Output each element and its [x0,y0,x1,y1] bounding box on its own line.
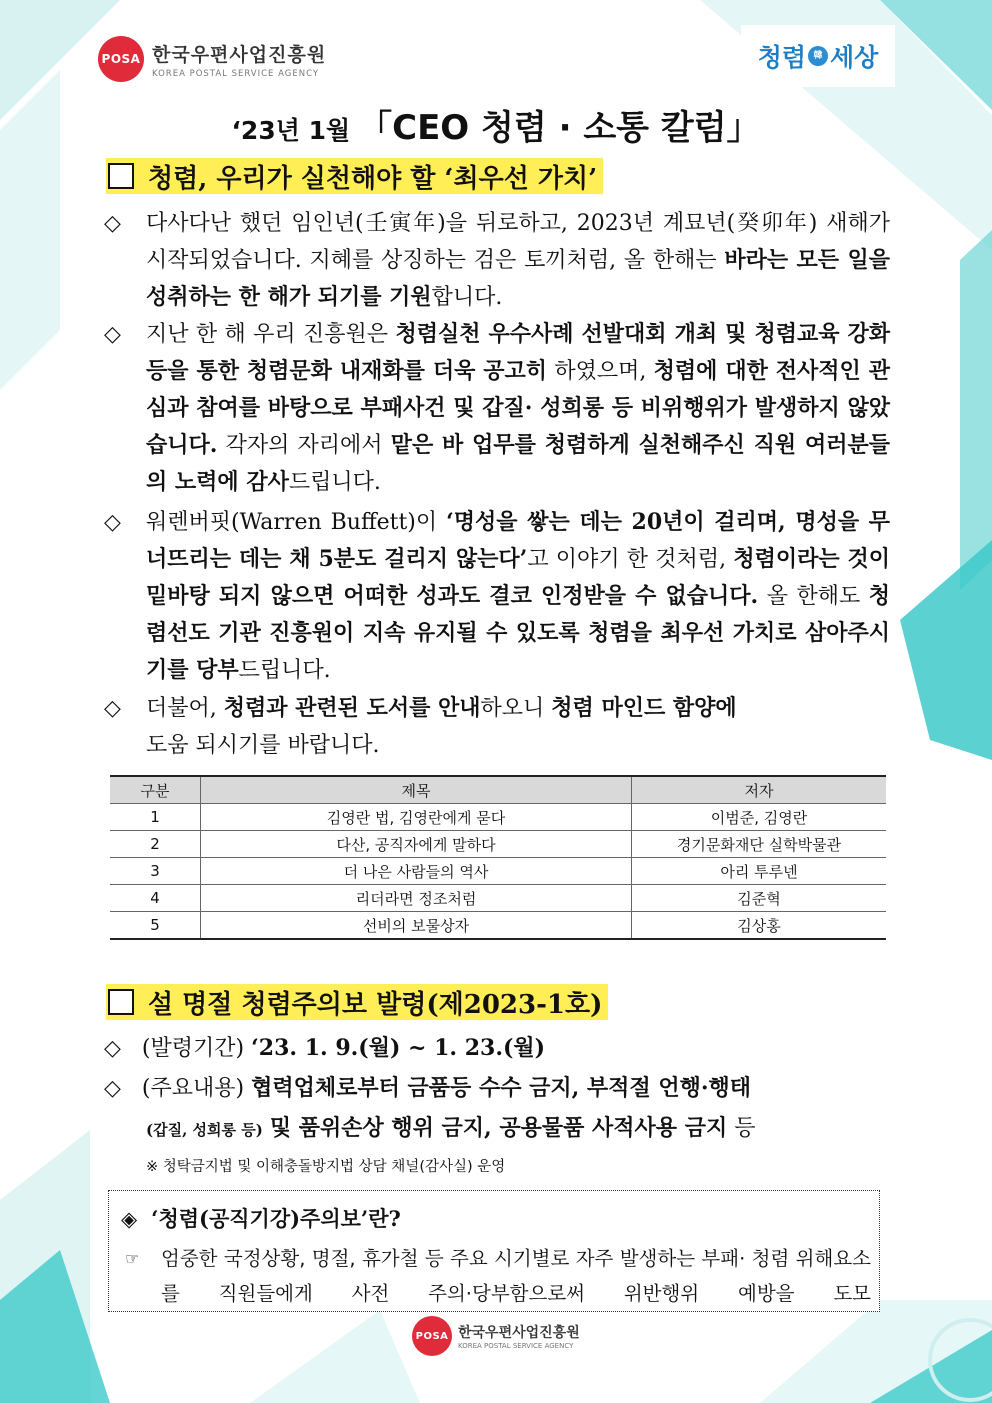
logo-english-name: KOREA POSTAL SERVICE AGENCY [152,68,320,79]
bold-text: 청렴과 관련된 도서를 안내 [223,695,481,721]
table-row [110,885,886,912]
checkbox-square-icon [108,989,134,1015]
bold-text: ‘명성을 쌓는 데는 20년이 걸리며, 명성을 무너뜨리는 데는 채 5분도 걸리지 않는다’ [146,509,891,572]
content-text-b: 및 품위손상 행위 금지, 공용물품 사적사용 금지 [269,1115,728,1141]
diamond-bullet-icon: ◇ [104,510,121,535]
cell-author: 이범준, 김영란 [632,804,887,831]
text: 합니다. [431,285,503,310]
brand-circle-icon: 韓 [808,46,828,66]
bold-text: 맡은 바 업무를 청렴하게 실천해주신 직원 여러분들의 노력에 감사 [146,432,890,495]
bold-text: 청렴실천 우수사례 선발대회 개최 및 청렴교육 강화 등을 통한 청렴문화 내재화를 더욱 공고히 [146,321,891,384]
alert-content-line-2 [146,1110,755,1148]
column-header-title: 제목 [201,776,632,804]
footer-logo [412,1316,580,1356]
text: 워렌버핏(Warren Buffett)이 [146,510,438,535]
bold-text: 청렴선도 기관 진흥원이 지속 유지될 수 있도록 청렴을 최우선 가치로 삼아주시기를 당부 [146,583,890,683]
table-row [110,912,886,940]
cell-number: 2 [110,831,201,858]
pointing-hand-icon: ☞ [125,1249,140,1268]
cell-title: 선비의 보물상자 [201,912,632,940]
content-small: (갑질, 성희롱 등) [146,1121,263,1139]
definition-body [125,1241,871,1311]
footer-logo-korean: 한국우편사업진흥원 [458,1325,580,1341]
text: 더불어, [146,696,217,721]
cell-author: 경기문화재단 실학박물관 [632,831,887,858]
period-value: ‘23. 1. 9.(월) ~ 1. 23.(월) [251,1035,546,1061]
bold-text: 청렴에 대한 전사적인 관심과 참여를 바탕으로 부패사건 및 갑질· 성희롱 등 비위행위가 발생하지 않았습니다. [146,358,891,458]
cell-title: 다산, 공직자에게 말하다 [201,831,632,858]
content-text-a: 협력업체로부터 금품등 수수 금지, 부적절 언행·행태 [251,1075,752,1101]
paragraph-buffett [104,504,890,689]
text: 각자의 자리에서 [225,433,383,458]
title-prefix: ‘23년 1월 [231,116,351,145]
title-main: 「CEO 청렴 · 소통 칼럼」 [358,108,761,148]
table-row [110,831,886,858]
consultation-note: ※ 청탁금지법 및 이해충돌방지법 상담 채널(감사실) 운영 [146,1159,506,1175]
text: 지난 한 해 우리 진흥원은 [146,322,389,347]
text: 드립니다. [288,470,381,495]
cell-title: 리더라면 정조처럼 [201,885,632,912]
table-row [110,858,886,885]
section-heading-alert [106,984,608,1020]
cell-author: 김상홍 [632,912,887,940]
text: 하오니 [480,696,545,721]
diamond-bullet-icon: ◇ [104,696,121,721]
diamond-filled-icon: ◈ [121,1206,138,1231]
page-title [0,100,992,149]
cell-title: 더 나은 사람들의 역사 [201,858,632,885]
section-heading-integrity [106,158,603,194]
paragraph-achievements [104,316,890,501]
checkbox-square-icon [108,163,134,189]
diamond-bullet-icon: ◇ [104,322,121,347]
posa-logo-icon: POSA [98,36,144,82]
paragraph-new-year [104,205,890,316]
cell-title: 김영란 법, 김영란에게 묻다 [201,804,632,831]
bold-text: 청렴이라는 것이 밑바탕 되지 않으면 어떠한 성과도 결코 인정받을 수 없습니다. [146,546,890,609]
cell-author: 아리 투루넨 [632,858,887,885]
diamond-bullet-icon: ◇ [104,211,121,236]
integrity-world-logo [741,25,895,87]
bold-text: 청렴 마인드 함양에 [551,695,737,721]
section-heading-text: 설 명절 청렴주의보 발령(제2023-1호) [148,989,603,1020]
column-header-number: 구분 [110,776,201,804]
text: 도움 되시기를 바랍니다. [146,733,380,758]
text: 고 이야기 한 것처럼, [527,547,727,572]
bold-text: 바라는 모든 일을 성취하는 한 해가 되기를 기원 [146,247,890,310]
brand-right-text: 세상 [830,43,879,72]
posa-logo-icon: POSA [412,1316,452,1356]
cell-author: 김준혁 [632,885,887,912]
column-header-author: 저자 [632,776,887,804]
alert-content-line [104,1070,751,1107]
content-label: (주요내용) [141,1076,245,1101]
definition-title-text: ‘청렴(공직기강)주의보’란? [151,1206,401,1231]
text: 하였으며, [554,359,647,384]
cell-number: 4 [110,885,201,912]
text: 올 한해도 [766,584,861,609]
cell-number: 5 [110,912,201,940]
table-header-row [110,776,886,804]
paragraph-books-intro [104,690,890,764]
header-logo [98,36,326,82]
table-row [110,804,886,831]
period-label: (발령기간) [141,1036,245,1061]
text: 드립니다. [238,658,331,683]
definition-text: 엄중한 국정상황, 명절, 휴가철 등 주요 시기별로 자주 발생하는 부패· 청렴 위해요소를 직원들에게 사전 주의·당부함으로써 위반행위 예방을 도모 [161,1247,871,1305]
diamond-bullet-icon: ◇ [104,1036,121,1061]
alert-period-line [104,1030,545,1067]
book-list-table [110,775,886,940]
brand-left-text: 청렴 [757,43,806,72]
cell-number: 3 [110,858,201,885]
content-text-c: 등 [734,1116,756,1141]
definition-box [108,1190,880,1312]
cell-number: 1 [110,804,201,831]
logo-korean-name: 한국우편사업진흥원 [152,43,327,66]
text: 다사다난 했던 임인년(壬寅年)을 뒤로하고, 2023년 계묘년(癸卯年) 새해가 시작되었습니다. 지혜를 상징하는 검은 토끼처럼, 올 한해는 [146,211,890,273]
section-heading-text: 청렴, 우리가 실천해야 할 ‘최우선 가치’ [148,163,598,194]
diamond-bullet-icon: ◇ [104,1076,121,1101]
definition-title [121,1203,401,1233]
footer-logo-english: KOREA POSTAL SERVICE AGENCY [458,1342,574,1350]
